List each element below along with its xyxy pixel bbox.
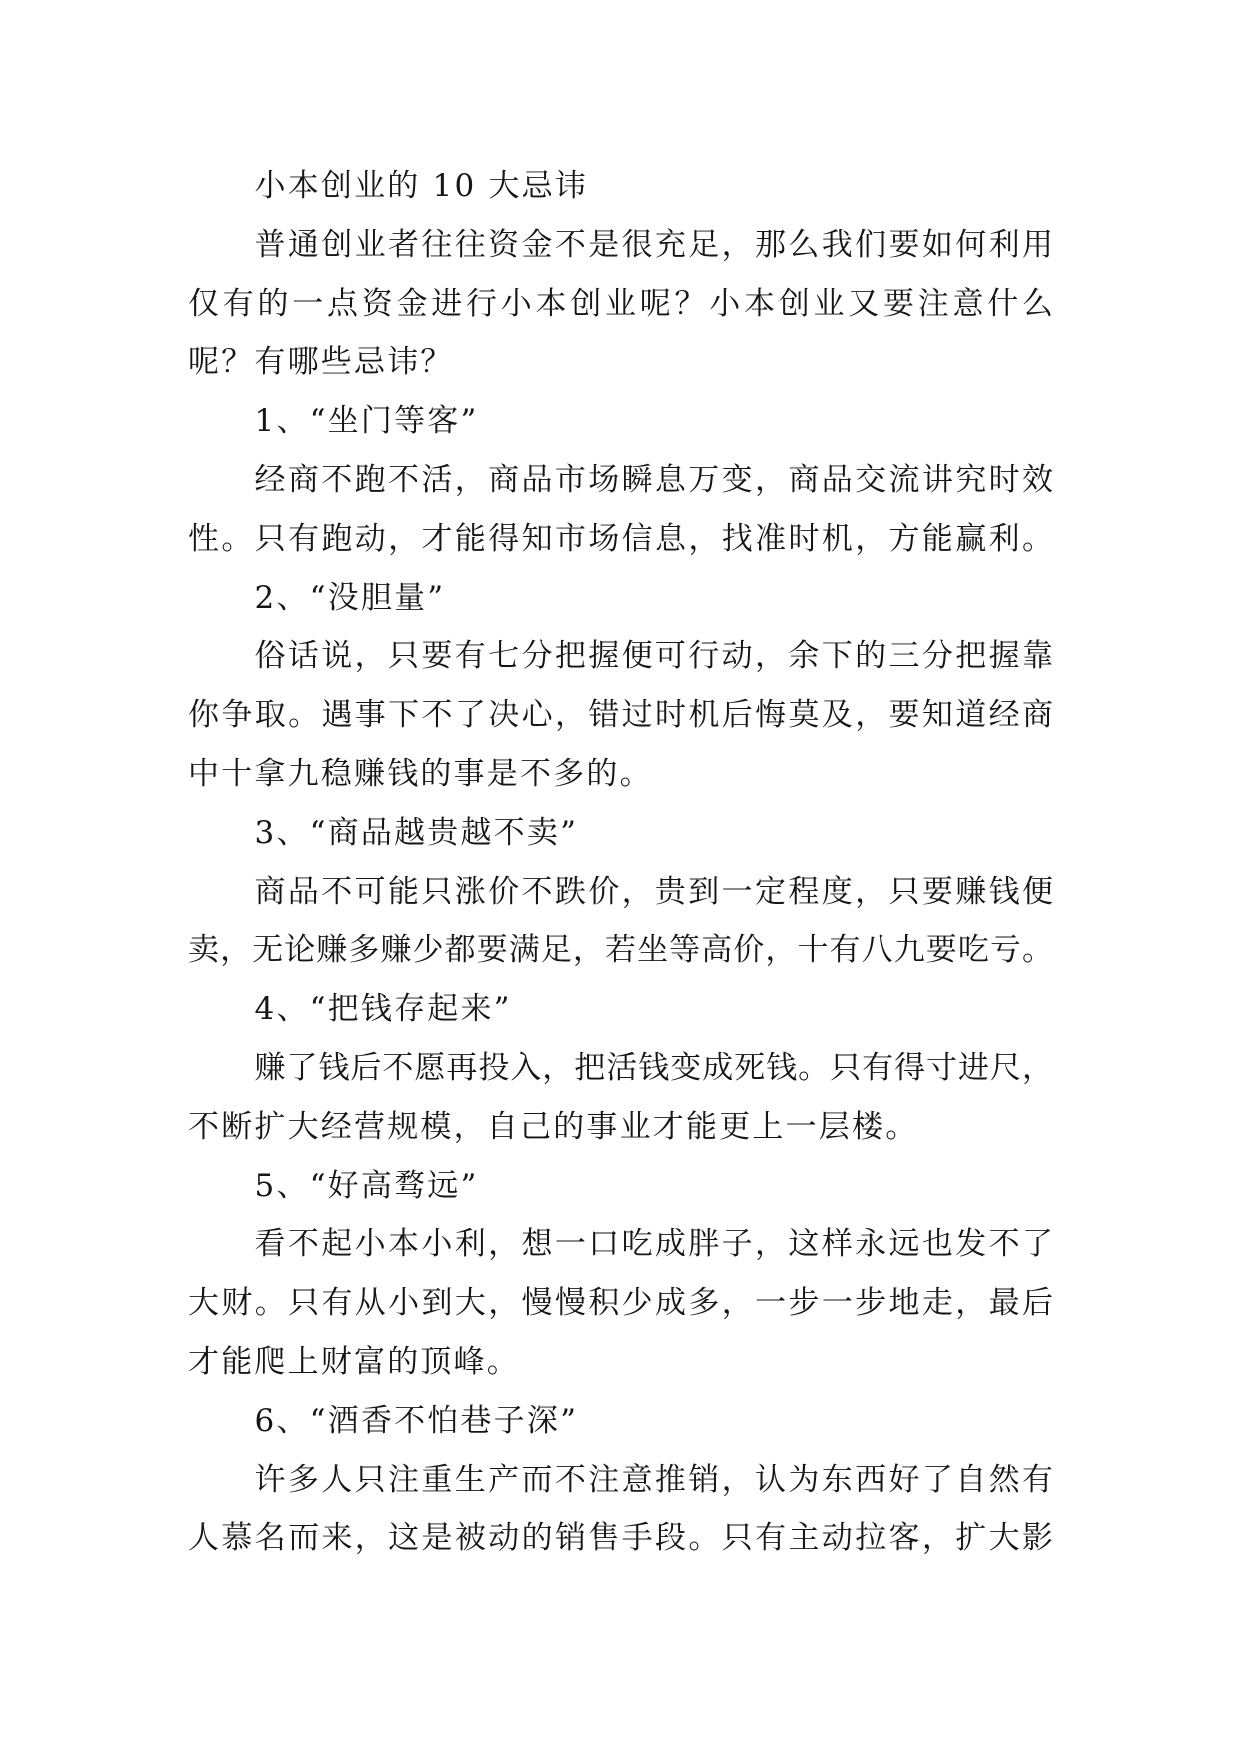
paragraph-line: 赚了钱后不愿再投入，把活钱变成死钱。只有得寸进尺， [254, 1049, 1053, 1086]
section-paragraph [188, 1215, 1053, 1391]
paragraph-line: 性。只有跑动，才能得知市场信息，找准时机，方能赢利。 [188, 520, 1053, 557]
paragraph-line: 不断扩大经营规模，自己的事业才能更上一层楼。 [188, 1108, 919, 1145]
document-title: 小本创业的 10 大忌讳 [254, 168, 589, 204]
section-paragraph [188, 863, 1053, 981]
paragraph-line: 看不起小本小利，想一口吃成胖子，这样永远也发不了 [254, 1226, 1053, 1263]
paragraph-line: 经商不跑不活，商品市场瞬息万变，商品交流讲究时效 [254, 461, 1053, 498]
paragraph-line: 才能爬上财富的顶峰。 [188, 1343, 520, 1380]
section-heading: 5、“好高骛远” [254, 1167, 479, 1204]
section-heading: 3、“商品越贵越不卖” [254, 814, 579, 851]
section-paragraph [188, 1451, 1053, 1569]
document-body [188, 157, 1053, 1568]
paragraph-line: 许多人只注重生产而不注意推销，认为东西好了自然有 [254, 1461, 1053, 1498]
paragraph-line: 商品不可能只涨价不跌价，贵到一定程度，只要赚钱便 [254, 873, 1053, 910]
section-heading: 1、“坐门等客” [254, 403, 479, 440]
section-paragraph [188, 627, 1053, 803]
paragraph-line: 中十拿九稳赚钱的事是不多的。 [188, 755, 653, 792]
paragraph-line: 呢？有哪些忌讳？ [188, 344, 454, 381]
section-paragraph [188, 1039, 1053, 1157]
paragraph-line: 你争取。遇事下不了决心，错过时机后悔莫及，要知道经商 [188, 697, 1053, 734]
paragraph-line: 大财。只有从小到大，慢慢积少成多，一步一步地走，最后 [188, 1285, 1053, 1322]
paragraph-line: 普通创业者往往资金不是很充足，那么我们要如何利用 [254, 226, 1053, 263]
paragraph-line: 卖，无论赚多赚少都要满足，若坐等高价，十有八九要吃亏。 [188, 932, 1053, 969]
intro-paragraph [188, 216, 1053, 392]
paragraph-line: 俗话说，只要有七分把握便可行动，余下的三分把握靠 [254, 638, 1053, 675]
paragraph-line: 仅有的一点资金进行小本创业呢？小本创业又要注意什么 [188, 285, 1053, 322]
paragraph-line: 人慕名而来，这是被动的销售手段。只有主动拉客，扩大影 [188, 1520, 1053, 1557]
section-heading: 6、“酒香不怕巷子深” [254, 1402, 579, 1439]
section-heading: 2、“没胆量” [254, 579, 446, 616]
section-heading: 4、“把钱存起来” [254, 991, 512, 1028]
section-paragraph [188, 451, 1053, 569]
